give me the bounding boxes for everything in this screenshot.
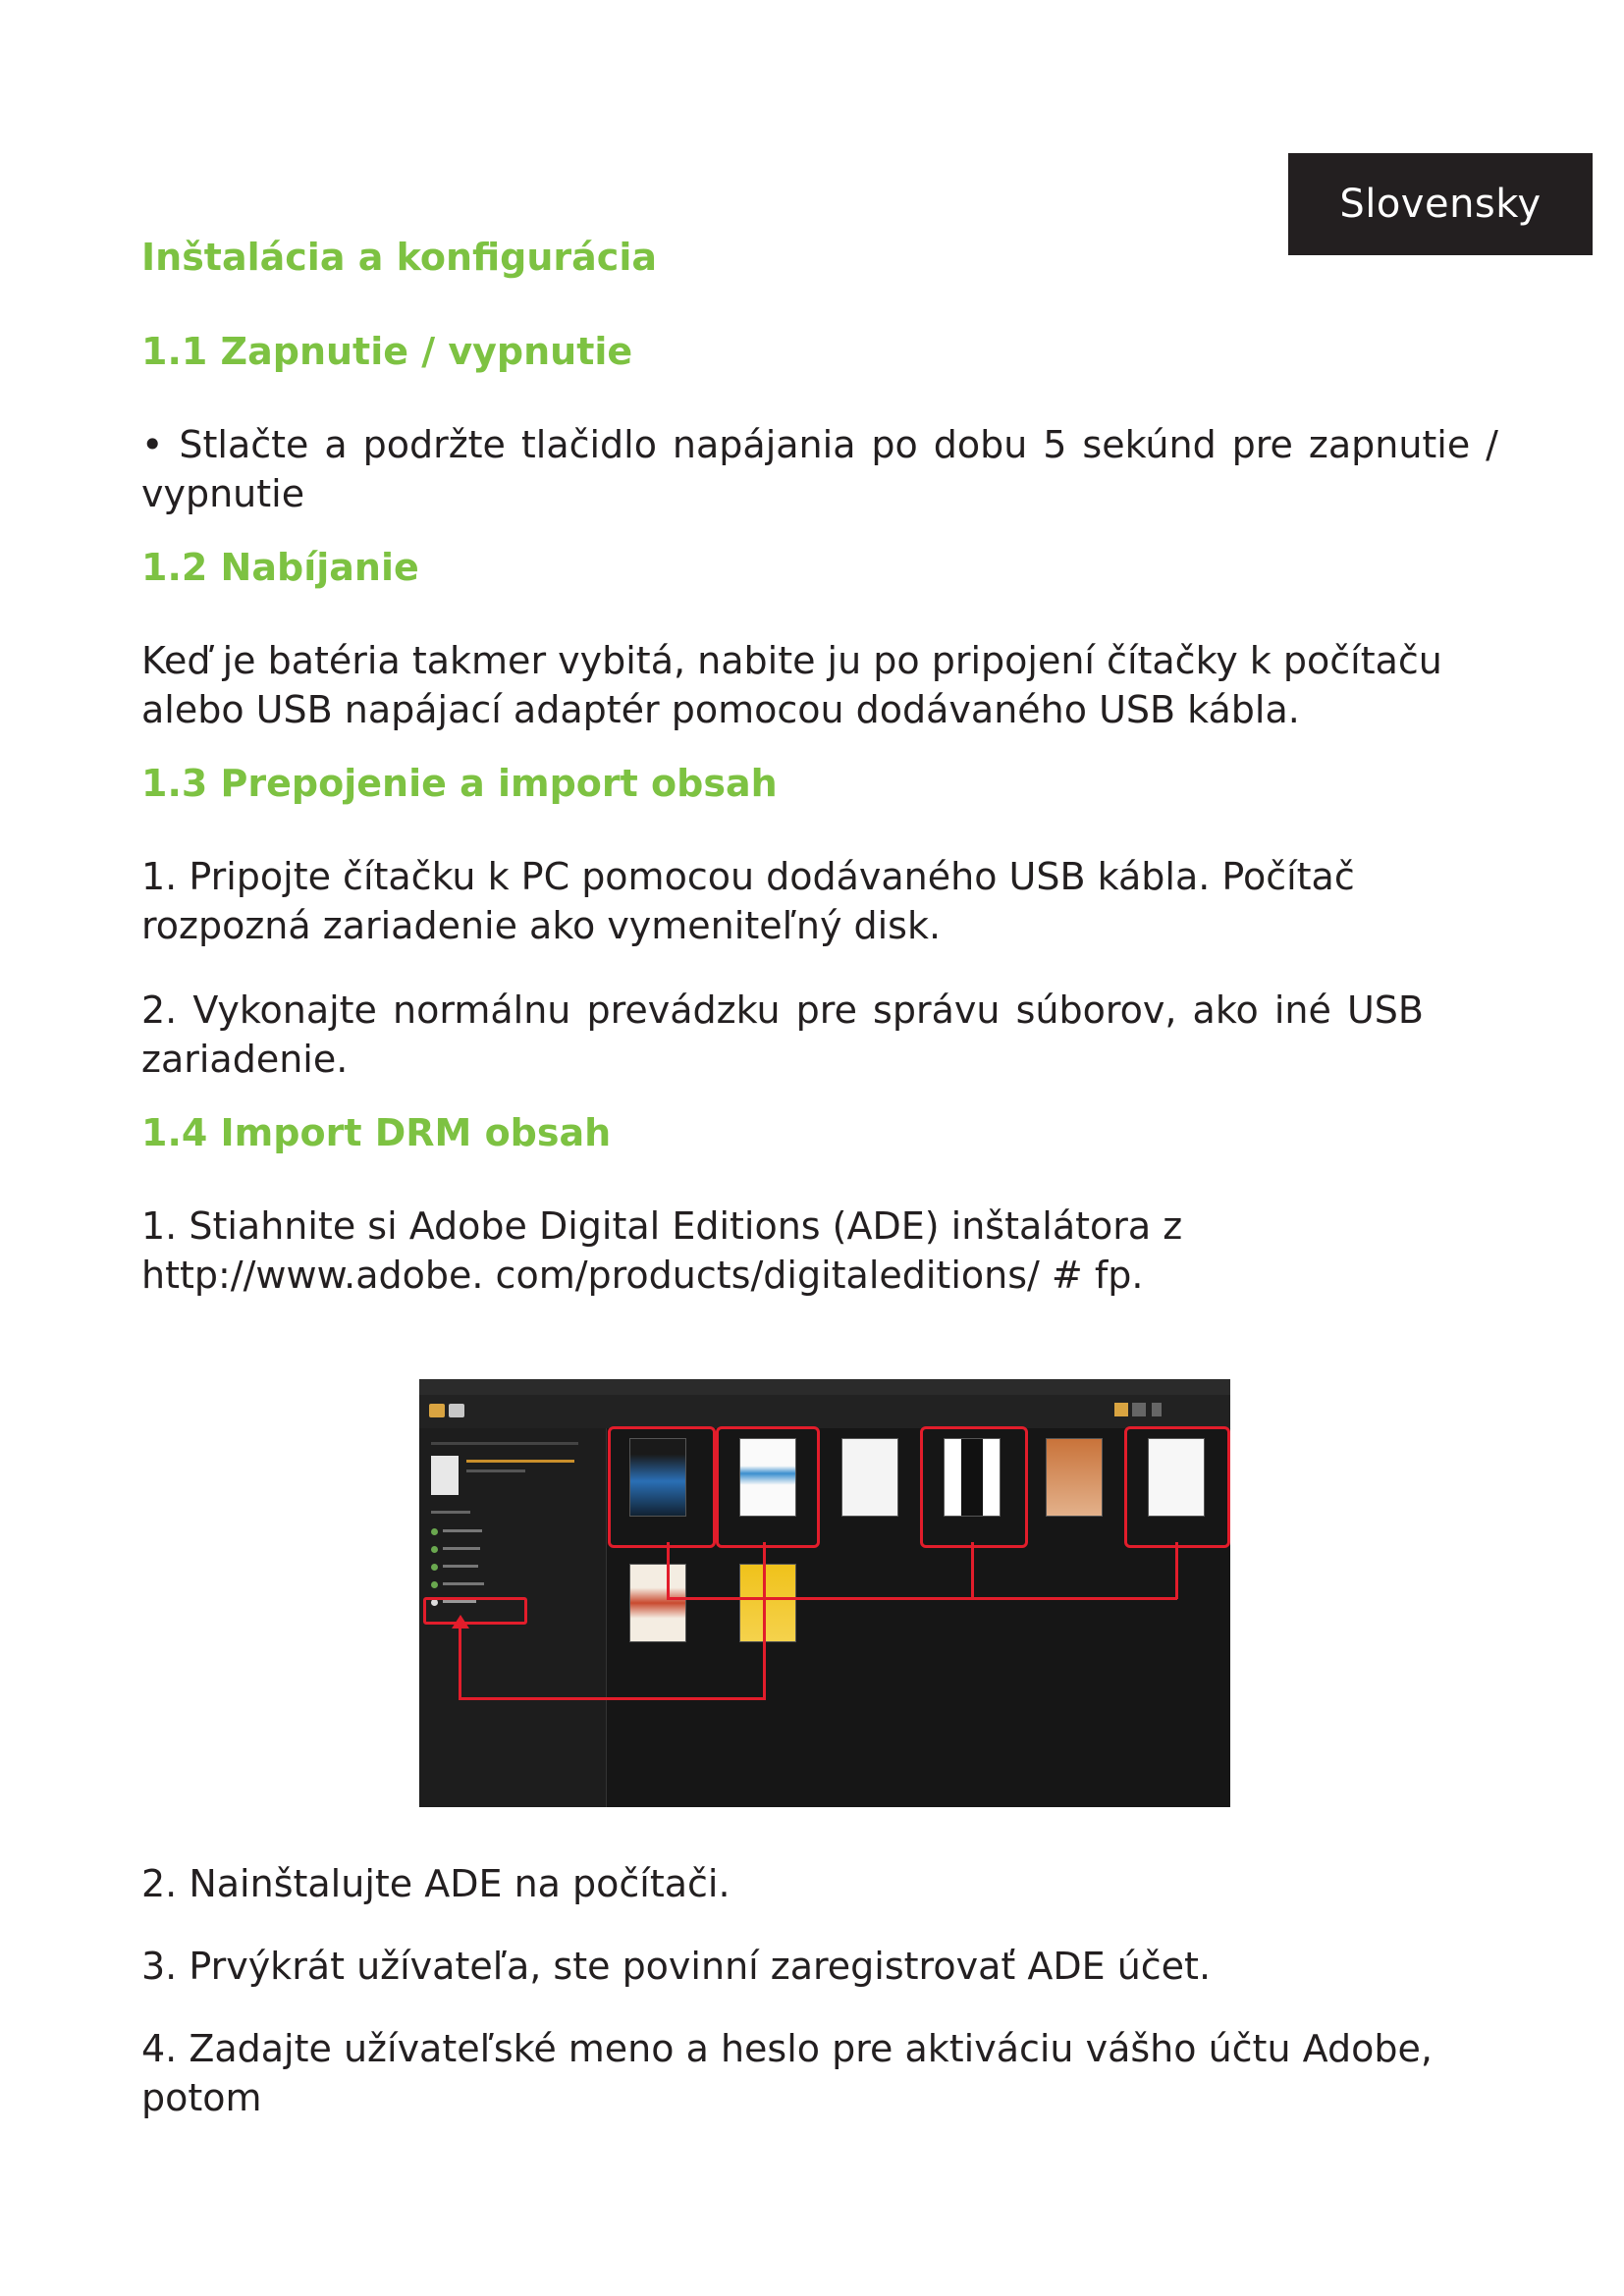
selection-box-2: [716, 1426, 820, 1548]
shelf-all-icon: [431, 1528, 438, 1535]
library-icon: [429, 1404, 445, 1417]
section-title-charging: 1.2 Nabíjanie: [141, 546, 419, 589]
list-view-icon: [1132, 1403, 1146, 1416]
connector-line: [459, 1697, 766, 1700]
sidebar-book-author-line: [466, 1469, 525, 1472]
arrow-up-icon: [452, 1615, 469, 1629]
section-title-connect: 1.3 Prepojenie a import obsah: [141, 762, 778, 805]
device-highlight-box: [423, 1597, 527, 1625]
reading-icon: [449, 1404, 464, 1417]
section-title-drm: 1.4 Import DRM obsah: [141, 1111, 612, 1154]
drm-step-1: 1. Stiahnite si Adobe Digital Editions (ADE) inštalátora z http://www.adobe. com/products/digitaleditions/ # fp.: [141, 1204, 1183, 1297]
sidebar-book-thumb: [431, 1456, 459, 1495]
book-cover-7: [629, 1564, 686, 1642]
shelf-unread-line: [443, 1547, 480, 1550]
language-tab: Slovensky: [1288, 153, 1593, 255]
power-instruction: • Stlačte a podržte tlačidlo napájania po dobu 5 sekúnd pre zapnutie / vypnutie: [141, 423, 1498, 515]
selection-box-6: [1124, 1426, 1230, 1548]
shelf-purchased-line: [443, 1582, 484, 1585]
charging-instruction: Keď je batéria takmer vybitá, nabite ju po pripojení čítačky k počítaču alebo USB napájací adaptér pomocou dodávaného USB kábla.: [141, 639, 1442, 731]
sidebar-bookshelves-line: [431, 1511, 470, 1514]
shelf-borrowed-line: [443, 1565, 478, 1568]
shelf-purchased-icon: [431, 1581, 438, 1588]
ade-screenshot: [419, 1379, 1230, 1807]
connector-line: [667, 1597, 1177, 1600]
shelf-borrowed-icon: [431, 1564, 438, 1571]
drm-step-2: 2. Nainštalujte ADE na počítači.: [141, 1862, 731, 1905]
book-cover-8: [739, 1564, 796, 1642]
book-cover-3: [841, 1438, 898, 1517]
drm-step-4: 4. Zadajte užívateľské meno a heslo pre aktiváciu vášho účtu Adobe, potom: [141, 2027, 1433, 2119]
selection-box-1: [608, 1426, 716, 1548]
shelf-all-line: [443, 1529, 482, 1532]
connector-line: [1175, 1542, 1178, 1599]
sidebar-header-line: [431, 1442, 578, 1445]
sidebar-book-title-line: [466, 1460, 574, 1463]
connector-line: [667, 1542, 670, 1599]
ade-toolbar: [419, 1395, 1230, 1428]
book-cover-5: [1046, 1438, 1103, 1517]
drm-step-3: 3. Prvýkrát užívateľa, ste povinní zaregistrovať ADE účet.: [141, 1945, 1212, 1988]
grid-view-icon: [1114, 1403, 1128, 1416]
connect-step-2: 2. Vykonajte normálnu prevádzku pre správu súborov, ako iné USB zariadenie.: [141, 988, 1424, 1081]
connect-step-1: 1. Pripojte čítačku k PC pomocou dodávaného USB kábla. Počítač rozpozná zariadenie ako vymeniteľný disk.: [141, 855, 1355, 947]
page-title: Inštalácia a konfigurácia: [141, 236, 657, 279]
ade-titlebar: [419, 1379, 1230, 1395]
connector-line: [971, 1542, 974, 1599]
section-title-power: 1.1 Zapnutie / vypnutie: [141, 330, 633, 373]
sort-icon: [1152, 1403, 1162, 1416]
selection-box-4: [920, 1426, 1028, 1548]
connector-line: [763, 1542, 766, 1699]
shelf-unread-icon: [431, 1546, 438, 1553]
connector-line: [459, 1627, 461, 1699]
